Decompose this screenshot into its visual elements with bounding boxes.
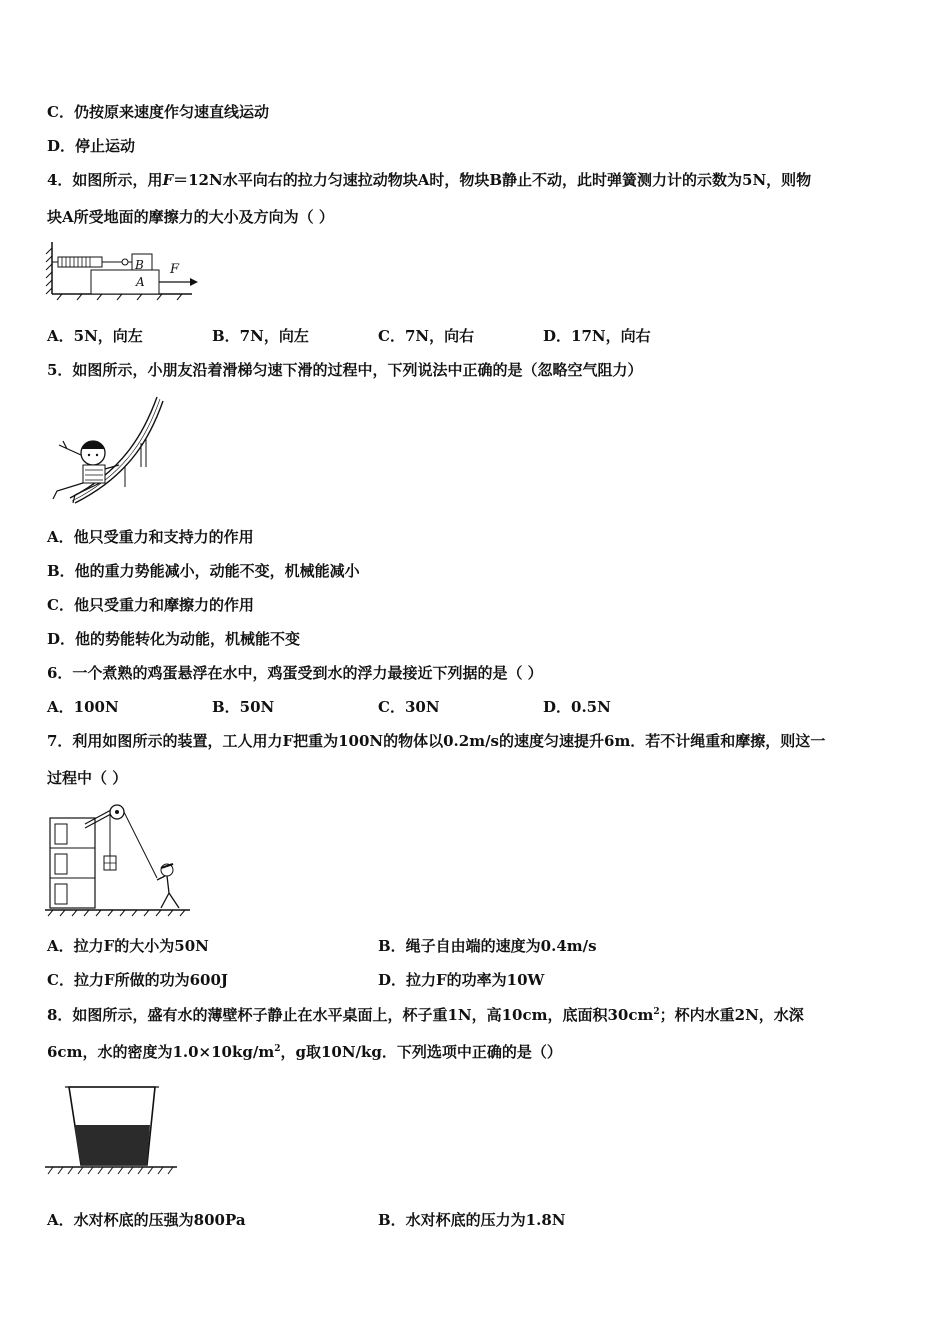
- q6-option-d: D．0.5N: [543, 698, 611, 716]
- q6-option-a: A．100N: [47, 698, 119, 716]
- q4-option-b: B．7N，向左: [212, 327, 309, 345]
- q4-option-d: D．17N，向右: [543, 327, 651, 345]
- q8-option-a: A．水对杯底的压强为800Pa: [47, 1211, 246, 1229]
- q8-stem1-a: 8．如图所示，盛有水的薄壁杯子静止在水平桌面上，杯子重1N，高10cm，底面积30cm: [47, 1006, 654, 1024]
- q8-figure-cup: [45, 1075, 185, 1180]
- q8-option-b: B．水对杯底的压力为1.8N: [378, 1211, 566, 1229]
- q8-stem1-sup: 2: [653, 1007, 660, 1017]
- q6-option-b: B．50N: [212, 698, 275, 716]
- q6-option-c: C．30N: [378, 698, 440, 716]
- q4-fig-label-b: B: [135, 258, 144, 272]
- q3-option-d: D．停止运动: [47, 137, 136, 155]
- q4-stem-prefix: 4．如图所示，用: [47, 171, 163, 189]
- q5-option-d: D．他的势能转化为动能，机械能不变: [47, 630, 301, 648]
- q7-option-d: D．拉力F的功率为10W: [378, 971, 545, 989]
- q8-stem2-a: 6cm，水的密度为1.0×10kg/m: [47, 1043, 275, 1061]
- q4-fig-label-f: F: [170, 262, 180, 277]
- q5-option-a: A．他只受重力和支持力的作用: [47, 528, 254, 546]
- q7-stem-line2: 过程中（ ）: [47, 769, 128, 787]
- q7-figure-pulley: [45, 798, 195, 918]
- q4-stem-line2: 块A所受地面的摩擦力的大小及方向为（ ）: [47, 208, 334, 226]
- q4-fig-label-a: A: [136, 275, 145, 289]
- q4-stem-line1: [47, 170, 811, 190]
- q8-stem1-b: ；杯内水重2N，水深: [659, 1006, 804, 1024]
- q5-stem: 5．如图所示，小朋友沿着滑梯匀速下滑的过程中，下列说法中正确的是（忽略空气阻力）: [47, 361, 643, 379]
- q4-option-c: C．7N，向右: [378, 327, 475, 345]
- q4-force-symbol: F: [162, 171, 174, 189]
- q8-stem2-b: ，g取10N/kg．下列选项中正确的是（）: [280, 1043, 562, 1061]
- q3-option-c: C．仍按原来速度作匀速直线运动: [47, 103, 269, 121]
- q7-option-b: B．绳子自由端的速度为0.4m/s: [378, 937, 597, 955]
- q7-option-a: A．拉力F的大小为50N: [47, 937, 209, 955]
- q8-stem-line2: [47, 1042, 562, 1062]
- q8-stem-line1: [47, 1005, 804, 1025]
- q5-option-c: C．他只受重力和摩擦力的作用: [47, 596, 254, 614]
- q5-figure-slide: [45, 395, 165, 510]
- q4-stem-rest: ＝12N水平向右的拉力匀速拉动物块A时，物块B静止不动，此时弹簧测力计的示数为5N，则物: [173, 171, 812, 189]
- q4-option-a: A．5N，向左: [47, 327, 143, 345]
- q8-stem2-sup: 2: [274, 1044, 281, 1054]
- q5-option-b: B．他的重力势能减小，动能不变，机械能减小: [47, 562, 360, 580]
- q6-stem: 6．一个煮熟的鸡蛋悬浮在水中，鸡蛋受到水的浮力最接近下列据的是（ ）: [47, 664, 543, 682]
- q7-option-c: C．拉力F所做的功为600J: [47, 971, 228, 989]
- q7-stem-line1: 7．利用如图所示的装置，工人用力F把重为100N的物体以0.2m/s的速度匀速提升6m．若不计绳重和摩擦，则这一: [47, 732, 826, 750]
